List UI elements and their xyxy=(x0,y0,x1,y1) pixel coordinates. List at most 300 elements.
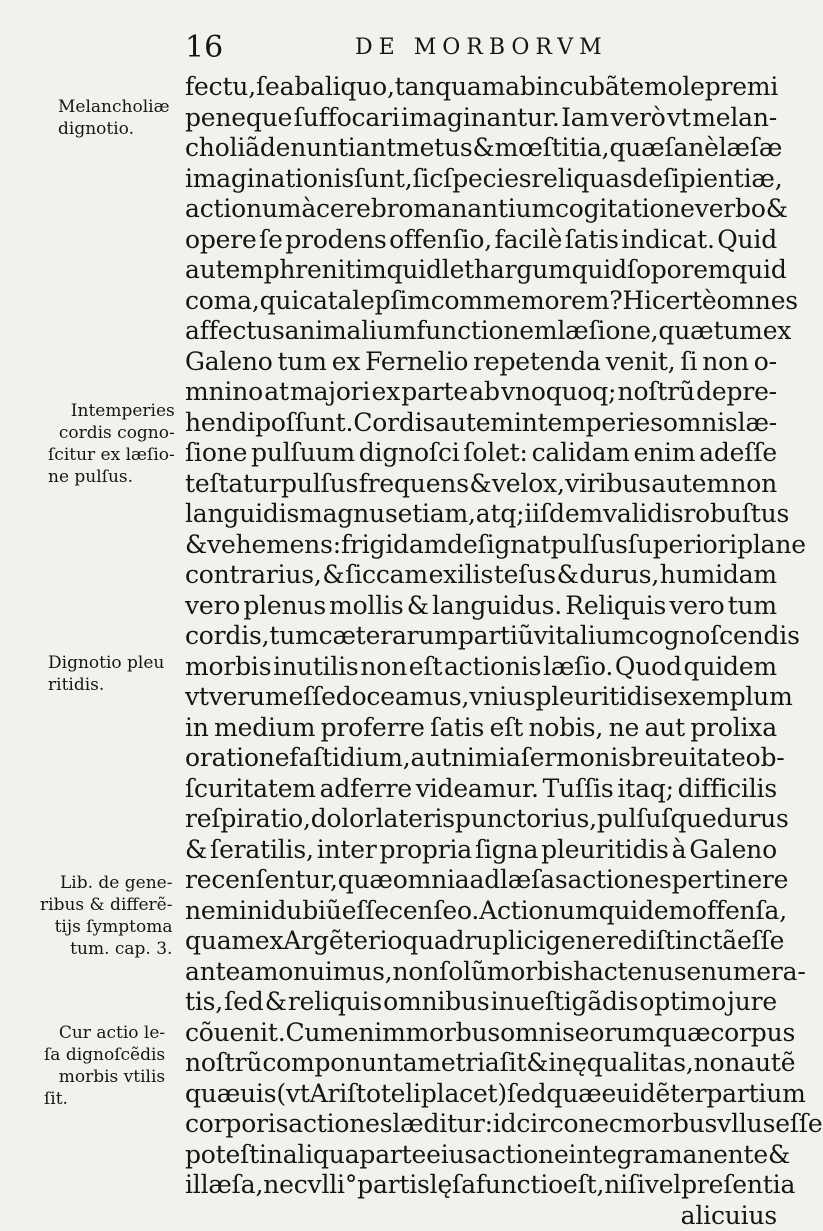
word: optimo xyxy=(639,987,726,1018)
word: vitalium xyxy=(534,621,635,652)
word: Hi xyxy=(622,286,651,317)
word: antea xyxy=(185,957,255,988)
word: autem xyxy=(651,469,730,500)
text-line xyxy=(185,591,777,622)
word: coma, xyxy=(185,286,260,317)
word: ab xyxy=(505,72,536,103)
text-line xyxy=(185,1079,777,1110)
word: ſcuritatem xyxy=(185,774,316,805)
word: ſpecies xyxy=(443,164,531,195)
word: melan- xyxy=(692,103,777,134)
word: reſpiratio, xyxy=(185,804,311,835)
word: læſas xyxy=(500,865,567,896)
word: autem xyxy=(435,408,514,439)
word: phrenitim xyxy=(264,255,387,286)
word: tanquam xyxy=(395,72,505,103)
word: imaginationis xyxy=(185,164,354,195)
word: incubãte xyxy=(536,72,644,103)
word: Tuſſis xyxy=(543,774,614,805)
word: ne xyxy=(609,713,640,744)
word: videamur. xyxy=(416,774,539,805)
word: ſeratilis, xyxy=(210,835,314,866)
word: omnia xyxy=(393,865,470,896)
text-line xyxy=(185,774,777,805)
running-title: DE MORBORVM xyxy=(355,32,608,64)
word: aliqua xyxy=(283,1140,360,1171)
word: lęſa xyxy=(430,1170,476,1201)
word: Actionum xyxy=(479,896,598,927)
word: parte xyxy=(401,377,468,408)
word: viribus xyxy=(565,469,651,500)
word: & xyxy=(185,530,207,561)
word: eſſe xyxy=(737,926,784,957)
word: autẽ xyxy=(740,1048,795,1079)
word: eſt, xyxy=(563,1170,604,1201)
word: monuimus, xyxy=(255,957,393,988)
word: quidem xyxy=(684,652,777,683)
word: aliquo, xyxy=(310,72,395,103)
word: teſtatur xyxy=(185,469,281,500)
margin-note-line: ritidis. xyxy=(48,674,164,696)
word: verbo xyxy=(695,194,766,225)
word: Quid xyxy=(717,225,777,256)
margin-notes xyxy=(0,0,185,1203)
word: quæ xyxy=(609,133,664,164)
text-line xyxy=(185,926,777,957)
word: Fernelio xyxy=(365,347,468,378)
word: majori xyxy=(290,377,370,408)
word: (vt xyxy=(276,1079,309,1110)
word: ſermonis xyxy=(521,743,631,774)
word: idcirco xyxy=(493,1109,579,1140)
word: Cum xyxy=(285,1018,343,1049)
word: dignoſci xyxy=(359,438,460,469)
word: tum xyxy=(278,347,327,378)
word: cogitatione xyxy=(555,194,695,225)
word: & xyxy=(768,1140,790,1171)
text-line xyxy=(185,499,777,530)
word: ametria xyxy=(403,1048,500,1079)
word: cenſeo. xyxy=(389,896,479,927)
word: vlli° xyxy=(308,1170,358,1201)
word: poteſt xyxy=(185,1140,259,1171)
margin-note-line: ne pulſus. xyxy=(48,466,175,488)
word: ſolet: xyxy=(463,438,527,469)
margin-note-heart xyxy=(48,400,175,488)
word: validis xyxy=(603,499,683,530)
margin-note-line: ribus & differẽ- xyxy=(40,894,172,916)
word: vnoquoq; xyxy=(501,377,616,408)
word: omnes xyxy=(716,286,797,317)
word: animalium xyxy=(285,316,417,347)
word: durus xyxy=(717,804,789,835)
word: humidam xyxy=(660,560,777,591)
word: cerebro xyxy=(316,194,413,225)
text-line xyxy=(185,438,777,469)
word: actionis xyxy=(444,652,541,683)
word: teſus xyxy=(494,560,556,591)
word: & xyxy=(766,194,788,225)
text-line xyxy=(185,987,777,1018)
word: tum xyxy=(728,591,777,622)
word: reliquas xyxy=(531,164,632,195)
word: eorum xyxy=(575,1018,656,1049)
word: pulſus xyxy=(281,469,358,500)
word: eius xyxy=(426,1140,477,1171)
text-line xyxy=(185,865,777,896)
word: mole xyxy=(644,72,705,103)
margin-note-line: morbis vtilis xyxy=(44,1066,165,1088)
text-line xyxy=(185,682,777,713)
word: ab xyxy=(469,377,500,408)
word: calidam xyxy=(532,438,630,469)
text-line xyxy=(185,469,777,500)
word: velox, xyxy=(492,469,565,500)
word: choliã xyxy=(185,133,260,164)
word: functionem xyxy=(416,316,557,347)
word: Galeno xyxy=(689,835,777,866)
word: vero xyxy=(185,591,240,622)
word: & xyxy=(473,133,495,164)
word: reliquis xyxy=(288,987,382,1018)
word: omnis xyxy=(663,408,738,439)
word: inueſtigãdis xyxy=(491,987,639,1018)
word: manantium xyxy=(413,194,555,225)
word: eſſe xyxy=(288,682,335,713)
word: eſt xyxy=(490,713,524,744)
word: manente xyxy=(659,1140,768,1171)
word: in xyxy=(185,713,209,744)
word: ſi xyxy=(680,347,697,378)
word: offenſa, xyxy=(692,896,787,927)
word: hactenus xyxy=(573,957,686,988)
word: ſigna xyxy=(475,835,538,866)
word: ob- xyxy=(746,743,785,774)
word: omnis xyxy=(500,1018,575,1049)
word: à xyxy=(301,194,316,225)
text-line xyxy=(185,652,777,683)
text-line xyxy=(185,957,777,988)
text-line xyxy=(185,560,777,591)
text-line xyxy=(185,164,777,195)
word: atq; xyxy=(476,499,525,530)
word: lateris xyxy=(376,804,455,835)
word: indicat. xyxy=(621,225,714,256)
word: cordis, xyxy=(185,621,269,652)
word: ſuperiori xyxy=(628,530,737,561)
text-line xyxy=(185,743,777,774)
word: repetenda xyxy=(473,347,601,378)
word: cognoſcendis xyxy=(635,621,800,652)
word: & xyxy=(265,987,287,1018)
word: morbis xyxy=(185,652,271,683)
word: languidis xyxy=(185,499,299,530)
word: breuitate xyxy=(631,743,746,774)
word: enim xyxy=(634,438,696,469)
text-line xyxy=(185,835,777,866)
word: robuſtus xyxy=(683,499,789,530)
word: inutilis xyxy=(273,652,358,683)
margin-note-line: Dignotio pleu xyxy=(48,652,164,674)
word: & xyxy=(469,469,491,500)
word: genere xyxy=(545,926,632,957)
word: tis, xyxy=(185,987,223,1018)
text-line xyxy=(185,713,777,744)
text-line xyxy=(185,133,777,164)
word: læditur: xyxy=(392,1109,492,1140)
word: cæterarum xyxy=(319,621,458,652)
margin-note-action xyxy=(44,1022,165,1110)
text-line xyxy=(185,103,777,134)
margin-note-line: Intemperies xyxy=(48,400,175,422)
word: peneque xyxy=(185,103,292,134)
word: mnino xyxy=(185,377,263,408)
word: deſignat xyxy=(447,530,551,561)
word: ex xyxy=(763,316,792,347)
word: ſe xyxy=(256,72,280,103)
word: exemplum xyxy=(663,682,793,713)
word: ſione xyxy=(185,438,247,469)
word: quæ xyxy=(546,1079,601,1110)
word: pulſus xyxy=(551,530,628,561)
word: opere xyxy=(185,225,257,256)
text-line xyxy=(185,1170,777,1201)
word: corpus xyxy=(710,1018,795,1049)
word: morbis xyxy=(487,957,573,988)
word: quæ xyxy=(658,316,713,347)
word: ſit xyxy=(500,1048,527,1079)
word: premi xyxy=(705,72,778,103)
word: partis xyxy=(357,1170,430,1201)
word: pulſuum xyxy=(251,438,355,469)
word: certè xyxy=(652,286,717,317)
word: ex xyxy=(372,377,401,408)
word: & xyxy=(407,591,429,622)
word: vnius xyxy=(469,682,535,713)
word: vt xyxy=(667,103,691,134)
word: durus, xyxy=(579,560,659,591)
catchword xyxy=(185,1201,777,1231)
margin-note-line: Lib. de gene- xyxy=(40,872,172,894)
word: læ- xyxy=(738,408,777,439)
margin-note-line: Cur actio le- xyxy=(44,1022,165,1044)
word: denuntiant xyxy=(260,133,396,164)
word: languidus. xyxy=(432,591,562,622)
word: morbus xyxy=(623,1109,717,1140)
text-line xyxy=(185,1048,777,1079)
word: exilis xyxy=(429,560,494,591)
word: Argẽterio xyxy=(283,926,402,957)
word: qui xyxy=(260,286,300,317)
word: nec xyxy=(578,1109,622,1140)
word: difficilis xyxy=(678,774,777,805)
word: nimia xyxy=(451,743,521,774)
word: prolixa xyxy=(690,713,777,744)
text-line xyxy=(185,530,777,561)
word: adferre xyxy=(320,774,412,805)
word: preſentia xyxy=(681,1170,795,1201)
word: læſione, xyxy=(557,316,658,347)
word: læſæ xyxy=(719,133,782,164)
word: actiones xyxy=(288,1109,392,1140)
word: quæuis xyxy=(185,1079,276,1110)
word: & xyxy=(526,1048,548,1079)
catchword-text: alicuius xyxy=(681,1201,777,1231)
text-line xyxy=(185,255,777,286)
word: aut xyxy=(644,713,684,744)
margin-note-line: dignotio. xyxy=(58,118,170,140)
word: functio xyxy=(476,1170,563,1201)
word: Galeno xyxy=(185,347,273,378)
word: nobis, xyxy=(528,713,603,744)
word: catalepſim xyxy=(299,286,431,317)
word: affectus xyxy=(185,316,285,347)
word: dolor xyxy=(311,804,376,835)
word: partium xyxy=(706,1079,805,1110)
word: ſuffocari xyxy=(294,103,400,134)
margin-note-reference xyxy=(40,872,172,960)
word: ab xyxy=(280,72,311,103)
word: ſanè xyxy=(664,133,718,164)
text-line xyxy=(185,194,777,225)
word: à xyxy=(672,835,687,866)
word: quid xyxy=(731,255,786,286)
word: quid xyxy=(572,255,627,286)
word: ſiccam xyxy=(345,560,428,591)
word: ſe xyxy=(259,225,283,256)
text-line xyxy=(185,1140,777,1171)
word: proferre xyxy=(321,713,425,744)
word: eſſe xyxy=(775,1109,822,1140)
page-number: 16 xyxy=(185,28,223,68)
margin-note-pleurisy xyxy=(48,652,164,696)
word: non xyxy=(702,347,749,378)
word: poſſunt. xyxy=(255,408,353,439)
word: Cordis xyxy=(353,408,435,439)
word: prodens xyxy=(285,225,386,256)
word: verò xyxy=(610,103,665,134)
word: quæ xyxy=(655,1018,710,1049)
word: componunt xyxy=(262,1048,402,1079)
word: eſt xyxy=(409,652,443,683)
word: plane xyxy=(737,530,806,561)
word: offenſio, xyxy=(389,225,492,256)
margin-note-line: ſcitur ex læſio- xyxy=(48,444,175,466)
word: cõuenit. xyxy=(185,1018,285,1049)
word: læſio. xyxy=(543,652,613,683)
text-line xyxy=(185,347,777,378)
word: deſipientiæ, xyxy=(632,164,782,195)
word: iiſdem xyxy=(524,499,603,530)
word: corporis xyxy=(185,1109,288,1140)
word: lethargum xyxy=(442,255,572,286)
word: niſi xyxy=(604,1170,645,1201)
word: recenſentur, xyxy=(185,865,338,896)
word: omnibus xyxy=(383,987,489,1018)
word: noſtrũ xyxy=(185,1048,262,1079)
margin-note-line: ſa dignoſcẽdis xyxy=(44,1044,165,1066)
word: vt xyxy=(185,682,209,713)
word: eſſe xyxy=(342,896,389,927)
word: aut xyxy=(411,743,451,774)
word: partiũ xyxy=(458,621,534,652)
word: ſed xyxy=(507,1079,546,1110)
word: commemorem? xyxy=(431,286,623,317)
word: placet) xyxy=(421,1079,507,1110)
word: punctorius, xyxy=(455,804,597,835)
word: inter xyxy=(317,835,377,866)
word: & xyxy=(557,560,579,591)
word: non xyxy=(360,652,407,683)
word: Iam xyxy=(561,103,609,134)
text-line xyxy=(185,1109,777,1140)
word: quæ xyxy=(338,865,393,896)
margin-note-line: ſit. xyxy=(44,1088,165,1110)
word: depre- xyxy=(696,377,777,408)
word: & xyxy=(322,560,344,591)
text-line xyxy=(185,225,777,256)
word: parte xyxy=(359,1140,426,1171)
word: morbus xyxy=(406,1018,500,1049)
word: euidẽter xyxy=(601,1079,706,1110)
word: ſic xyxy=(412,164,443,195)
text-line xyxy=(185,316,777,347)
word: quam xyxy=(185,926,255,957)
word: tum xyxy=(713,316,762,347)
word: Quod xyxy=(615,652,682,683)
text-line xyxy=(185,377,777,408)
word: magnus xyxy=(299,499,397,530)
word: faſtidium, xyxy=(289,743,410,774)
margin-note-line: Melancholiæ xyxy=(58,96,170,118)
word: nemini xyxy=(185,896,271,927)
word: pleuritidis xyxy=(535,682,663,713)
word: oratione xyxy=(185,743,289,774)
word: ſoporem xyxy=(627,255,731,286)
text-line xyxy=(185,1018,777,1049)
word: actiones xyxy=(567,865,671,896)
word: non xyxy=(694,1048,741,1079)
word: metus xyxy=(396,133,472,164)
word: frequens xyxy=(359,469,469,500)
word: dubiũ xyxy=(271,896,342,927)
word: non xyxy=(730,469,777,500)
word: diſtinctã xyxy=(632,926,737,957)
word: jure xyxy=(727,987,777,1018)
word: vel xyxy=(645,1170,681,1201)
word: enim xyxy=(344,1018,406,1049)
word: Reliquis xyxy=(565,591,666,622)
text-line xyxy=(185,408,777,439)
word: ex xyxy=(255,926,284,957)
word: quadruplici xyxy=(402,926,545,957)
word: vero xyxy=(669,591,724,622)
word: mœſtitia, xyxy=(495,133,610,164)
word: integra xyxy=(569,1140,659,1171)
word: pulſuſque xyxy=(597,804,717,835)
word: quidem xyxy=(599,896,692,927)
word: fectu, xyxy=(185,72,256,103)
text-line xyxy=(185,286,777,317)
word: medium xyxy=(214,713,315,744)
text-line xyxy=(185,896,777,927)
text-line xyxy=(185,804,777,835)
word: plenus xyxy=(243,591,326,622)
word: noſtrũ xyxy=(618,377,695,408)
word: illæſa, xyxy=(185,1170,263,1201)
word: autem xyxy=(185,255,264,286)
word: verum xyxy=(209,682,289,713)
